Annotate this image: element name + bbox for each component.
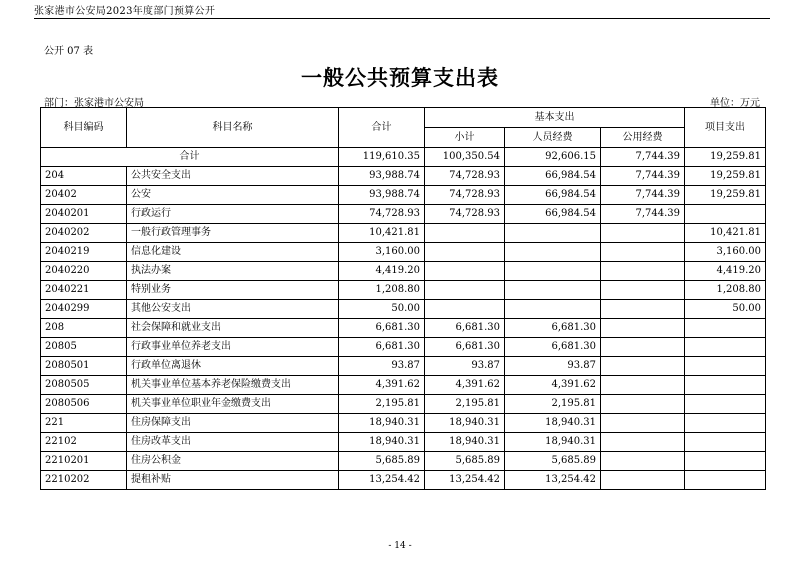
cell-public xyxy=(601,338,685,357)
cell-public xyxy=(601,281,685,300)
cell-public xyxy=(601,395,685,414)
budget-table xyxy=(40,107,766,490)
header-code: 科目编码 xyxy=(41,108,127,148)
table-row xyxy=(41,243,766,262)
cell-subtotal: 18,940.31 xyxy=(425,433,505,452)
cell-name: 机关事业单位基本养老保险缴费支出 xyxy=(127,376,339,395)
header-project: 项目支出 xyxy=(685,108,766,148)
cell-code: 2040219 xyxy=(41,243,127,262)
cell-code: 20402 xyxy=(41,186,127,205)
cell-total: 10,421.81 xyxy=(339,224,425,243)
cell-total: 4,419.20 xyxy=(339,262,425,281)
table-row xyxy=(41,452,766,471)
total-cell-public: 7,744.39 xyxy=(601,148,685,167)
cell-personnel: 18,940.31 xyxy=(505,433,601,452)
cell-personnel: 18,940.31 xyxy=(505,414,601,433)
cell-subtotal: 74,728.93 xyxy=(425,205,505,224)
cell-code: 204 xyxy=(41,167,127,186)
table-row xyxy=(41,186,766,205)
cell-project xyxy=(685,376,766,395)
cell-code: 2040220 xyxy=(41,262,127,281)
cell-total: 93,988.74 xyxy=(339,186,425,205)
cell-public xyxy=(601,471,685,490)
cell-subtotal xyxy=(425,300,505,319)
cell-personnel xyxy=(505,262,601,281)
table-row xyxy=(41,395,766,414)
cell-personnel: 66,984.54 xyxy=(505,167,601,186)
cell-code: 22102 xyxy=(41,433,127,452)
cell-total: 6,681.30 xyxy=(339,319,425,338)
cell-personnel: 66,984.54 xyxy=(505,186,601,205)
table-row xyxy=(41,167,766,186)
total-cell-total: 119,610.35 xyxy=(339,148,425,167)
table-row xyxy=(41,357,766,376)
cell-personnel xyxy=(505,300,601,319)
cell-code: 2040221 xyxy=(41,281,127,300)
header-basic: 基本支出 xyxy=(425,108,685,128)
cell-public xyxy=(601,224,685,243)
cell-project xyxy=(685,414,766,433)
table-row xyxy=(41,224,766,243)
cell-personnel: 13,254.42 xyxy=(505,471,601,490)
cell-subtotal: 13,254.42 xyxy=(425,471,505,490)
cell-personnel: 93.87 xyxy=(505,357,601,376)
table-row xyxy=(41,376,766,395)
cell-project: 19,259.81 xyxy=(685,167,766,186)
cell-personnel xyxy=(505,281,601,300)
page-number: - 14 - xyxy=(388,541,412,551)
header-total: 合计 xyxy=(339,108,425,148)
cell-total: 4,391.62 xyxy=(339,376,425,395)
cell-personnel: 2,195.81 xyxy=(505,395,601,414)
cell-code: 2040299 xyxy=(41,300,127,319)
cell-project: 1,208.80 xyxy=(685,281,766,300)
cell-subtotal: 74,728.93 xyxy=(425,186,505,205)
table-row xyxy=(41,471,766,490)
cell-project xyxy=(685,471,766,490)
table-row xyxy=(41,414,766,433)
table-row xyxy=(41,205,766,224)
cell-public: 7,744.39 xyxy=(601,186,685,205)
cell-subtotal: 74,728.93 xyxy=(425,167,505,186)
total-cell-subtotal: 100,350.54 xyxy=(425,148,505,167)
page-title: 一般公共预算支出表 xyxy=(301,66,499,90)
table-row xyxy=(41,300,766,319)
table-row xyxy=(41,433,766,452)
cell-total: 2,195.81 xyxy=(339,395,425,414)
cell-subtotal: 6,681.30 xyxy=(425,319,505,338)
cell-name: 社会保障和就业支出 xyxy=(127,319,339,338)
cell-code: 2040201 xyxy=(41,205,127,224)
cell-total: 18,940.31 xyxy=(339,414,425,433)
cell-subtotal xyxy=(425,281,505,300)
cell-name: 住房公积金 xyxy=(127,452,339,471)
cell-code: 2040202 xyxy=(41,224,127,243)
cell-subtotal xyxy=(425,243,505,262)
cell-subtotal: 18,940.31 xyxy=(425,414,505,433)
total-row xyxy=(41,148,766,167)
cell-personnel: 5,685.89 xyxy=(505,452,601,471)
cell-name: 公安 xyxy=(127,186,339,205)
cell-project: 10,421.81 xyxy=(685,224,766,243)
cell-code: 2080505 xyxy=(41,376,127,395)
cell-public xyxy=(601,243,685,262)
cell-public xyxy=(601,414,685,433)
total-cell-project: 19,259.81 xyxy=(685,148,766,167)
cell-name: 执法办案 xyxy=(127,262,339,281)
document-header: 张家港市公安局2023年度部门预算公开 xyxy=(34,6,216,17)
cell-total: 93.87 xyxy=(339,357,425,376)
cell-subtotal xyxy=(425,262,505,281)
cell-total: 93,988.74 xyxy=(339,167,425,186)
cell-code: 2080506 xyxy=(41,395,127,414)
cell-personnel xyxy=(505,224,601,243)
cell-code: 20805 xyxy=(41,338,127,357)
cell-personnel: 4,391.62 xyxy=(505,376,601,395)
header-subtotal: 小计 xyxy=(425,128,505,148)
cell-project: 19,259.81 xyxy=(685,186,766,205)
cell-name: 一般行政管理事务 xyxy=(127,224,339,243)
total-label: 合计 xyxy=(41,148,339,167)
cell-total: 1,208.80 xyxy=(339,281,425,300)
cell-public: 7,744.39 xyxy=(601,205,685,224)
cell-public xyxy=(601,300,685,319)
cell-public xyxy=(601,376,685,395)
cell-personnel xyxy=(505,243,601,262)
cell-name: 行政单位离退休 xyxy=(127,357,339,376)
cell-name: 住房保障支出 xyxy=(127,414,339,433)
cell-subtotal: 4,391.62 xyxy=(425,376,505,395)
cell-total: 5,685.89 xyxy=(339,452,425,471)
header-name: 科目名称 xyxy=(127,108,339,148)
cell-subtotal: 93.87 xyxy=(425,357,505,376)
cell-subtotal: 2,195.81 xyxy=(425,395,505,414)
cell-project xyxy=(685,357,766,376)
cell-name: 行政事业单位养老支出 xyxy=(127,338,339,357)
cell-name: 行政运行 xyxy=(127,205,339,224)
cell-name: 提租补贴 xyxy=(127,471,339,490)
table-row xyxy=(41,338,766,357)
cell-subtotal xyxy=(425,224,505,243)
form-number: 公开 07 表 xyxy=(44,46,94,57)
cell-public xyxy=(601,433,685,452)
cell-code: 2210202 xyxy=(41,471,127,490)
cell-public: 7,744.39 xyxy=(601,167,685,186)
cell-project: 4,419.20 xyxy=(685,262,766,281)
cell-code: 221 xyxy=(41,414,127,433)
cell-total: 50.00 xyxy=(339,300,425,319)
cell-code: 208 xyxy=(41,319,127,338)
cell-personnel: 6,681.30 xyxy=(505,319,601,338)
cell-total: 3,160.00 xyxy=(339,243,425,262)
header-public: 公用经费 xyxy=(601,128,685,148)
cell-public xyxy=(601,357,685,376)
cell-project: 50.00 xyxy=(685,300,766,319)
cell-name: 机关事业单位职业年金缴费支出 xyxy=(127,395,339,414)
table-row xyxy=(41,262,766,281)
cell-total: 74,728.93 xyxy=(339,205,425,224)
cell-total: 13,254.42 xyxy=(339,471,425,490)
cell-project xyxy=(685,395,766,414)
unit-label: 单位：万元 xyxy=(710,98,760,109)
cell-name: 特别业务 xyxy=(127,281,339,300)
cell-project xyxy=(685,319,766,338)
cell-public xyxy=(601,262,685,281)
cell-project xyxy=(685,338,766,357)
cell-name: 其他公安支出 xyxy=(127,300,339,319)
total-cell-personnel: 92,606.15 xyxy=(505,148,601,167)
table-row xyxy=(41,281,766,300)
header-personnel: 人员经费 xyxy=(505,128,601,148)
cell-project xyxy=(685,452,766,471)
cell-project xyxy=(685,433,766,452)
cell-name: 住房改革支出 xyxy=(127,433,339,452)
cell-name: 公共安全支出 xyxy=(127,167,339,186)
table-row xyxy=(41,319,766,338)
cell-subtotal: 6,681.30 xyxy=(425,338,505,357)
cell-project: 3,160.00 xyxy=(685,243,766,262)
cell-personnel: 66,984.54 xyxy=(505,205,601,224)
cell-total: 18,940.31 xyxy=(339,433,425,452)
cell-public xyxy=(601,319,685,338)
cell-project xyxy=(685,205,766,224)
cell-public xyxy=(601,452,685,471)
cell-code: 2210201 xyxy=(41,452,127,471)
header-rule xyxy=(34,18,770,19)
department-label: 部门：张家港市公安局 xyxy=(44,98,144,109)
cell-subtotal: 5,685.89 xyxy=(425,452,505,471)
cell-name: 信息化建设 xyxy=(127,243,339,262)
cell-personnel: 6,681.30 xyxy=(505,338,601,357)
cell-total: 6,681.30 xyxy=(339,338,425,357)
cell-code: 2080501 xyxy=(41,357,127,376)
